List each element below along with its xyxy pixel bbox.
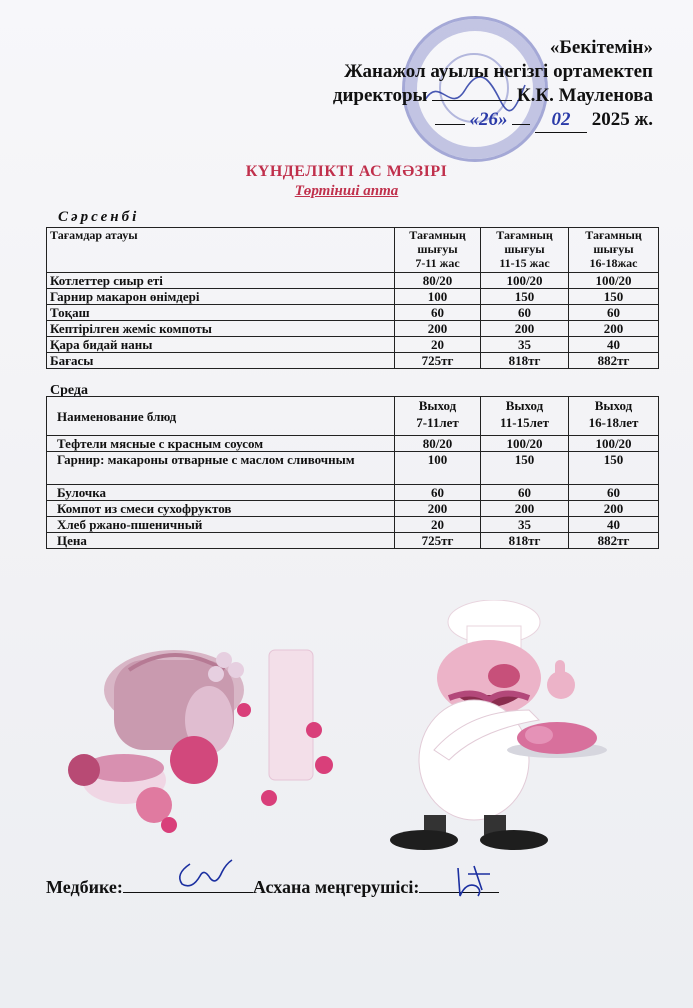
table-row: Гарнир: макароны отварные с маслом сливочным 100 150 150 bbox=[47, 452, 659, 485]
column-header: Наименование блюд bbox=[47, 397, 395, 436]
approval-block bbox=[333, 36, 653, 133]
table-row: Булочка 60 60 60 bbox=[47, 485, 659, 501]
canteen-manager-label: Асхана меңгерушісі: bbox=[252, 877, 420, 897]
column-header: Тағамдар атауы bbox=[47, 228, 395, 273]
column-header: Выход 16-18лет bbox=[569, 397, 659, 436]
table-row: Кептірілген жеміс компоты 200 200 200 bbox=[47, 321, 659, 337]
table-row: Хлеб ржано-пшеничный 20 35 40 bbox=[47, 517, 659, 533]
ru-menu-table bbox=[46, 396, 659, 549]
nurse-label: Медбике: bbox=[46, 877, 123, 897]
ru-day-label: Среда bbox=[50, 383, 89, 398]
table-row: Гарнир макарон өнімдері 100 150 150 bbox=[47, 289, 659, 305]
table-row: Тефтели мясные с красным соусом 80/20 100/20 100/20 bbox=[47, 436, 659, 452]
table-row: Компот из смеси сухофруктов 200 200 200 bbox=[47, 501, 659, 517]
column-header: Тағамның шығуы 16-18жас bbox=[569, 228, 659, 273]
price-row: Цена 725тг 818тг 882тг bbox=[47, 533, 659, 549]
table-row: Котлеттер сиыр еті 80/20 100/20 100/20 bbox=[47, 273, 659, 289]
table-row: Тоқаш 60 60 60 bbox=[47, 305, 659, 321]
canteen-signature bbox=[448, 860, 498, 904]
table-header-row bbox=[47, 397, 659, 436]
column-header: Тағамның шығуы 7-11 жас bbox=[395, 228, 481, 273]
price-row: Бағасы 725тг 818тг 882тг bbox=[47, 353, 659, 369]
approval-director: директоры К.К. Мауленова bbox=[332, 85, 653, 106]
column-header: Выход 11-15лет bbox=[481, 397, 569, 436]
chef-food-illustration bbox=[44, 600, 644, 860]
table-row: Қара бидай наны 20 35 40 bbox=[47, 337, 659, 353]
approval-school: Жанажол ауылы негізгі ортамектеп bbox=[344, 61, 653, 82]
signature-footer bbox=[46, 876, 499, 898]
kz-menu-table bbox=[46, 227, 659, 369]
table-header-row bbox=[47, 228, 659, 273]
column-header: Тағамның шығуы 11-15 жас bbox=[481, 228, 569, 273]
page-subtitle: Төртінші апта bbox=[294, 183, 399, 199]
nurse-signature bbox=[170, 854, 240, 898]
page-title: КҮНДЕЛІКТІ АС МӘЗІРІ bbox=[245, 163, 448, 180]
kz-day-label: Сәрсенбі bbox=[58, 209, 140, 225]
column-header: Выход 7-11лет bbox=[395, 397, 481, 436]
approval-title: «Бекітемін» bbox=[549, 37, 653, 58]
approval-date: «26» 02 2025 ж. bbox=[333, 108, 653, 133]
